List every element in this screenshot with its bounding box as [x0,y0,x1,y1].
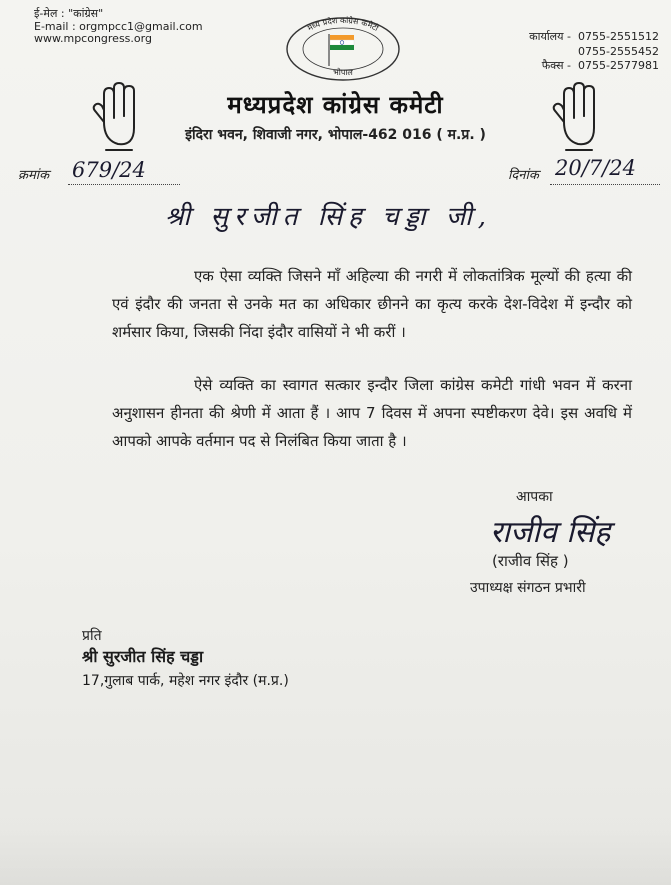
office-phone-1: 0755-2551512 [578,30,659,43]
reference-number: 679/24 [72,158,146,182]
party-seal-icon [285,16,401,82]
letterhead-contact-left [34,8,203,46]
body-paragraph-1: एक ऐसा व्यक्ति जिसने माँ अहिल्या की नगरी में लोकतांत्रिक मूल्यों की हत्या की एवं इंदौर की जनता से उनके मत का अधिकार छीनने का कृत्य करके देश-विदेश में इन्दौर को शर्मसार किया, जिसकी निंदा इंदौर वासियों ने भी करीं । [112,267,632,341]
recipient-label: प्रति [82,628,102,644]
reference-dotted-line [68,184,180,185]
salutation: श्री सुरजीत सिंह चड्डा जी, [165,202,492,232]
fax-label: फैक्स - [541,59,571,72]
office-label: कार्यालय - [529,30,571,43]
email-address: E-mail : orgmpcc1@gmail.com [34,19,203,33]
seal-bottom-text: भोपाल [333,68,353,77]
signature: राजीव सिंह [490,515,611,550]
paper-shadow [0,825,671,885]
recipient-name: श्री सुरजीत सिंह चड्डा [82,647,204,666]
date-value: 20/7/24 [555,156,636,180]
date-dotted-line [550,184,660,185]
date-label: दिनांक [508,168,539,183]
email-hindi-label: ई-मेल : "कांग्रेस" [34,7,104,20]
office-phone-2: 0755-2555452 [578,44,659,58]
svg-text:मध्य प्रदेश कांग्रेस कमेटी [306,16,381,33]
recipient-address: 17,गुलाब पार्क, महेश नगर इंदौर (म.प्र.) [82,673,289,689]
reference-label: क्रमांक [18,168,50,183]
organization-address: इंदिरा भवन, शिवाजी नगर, भोपाल-462 016 ( म.प्र. ) [185,127,486,143]
flag-icon [329,34,354,66]
website: www.mpcongress.org [34,32,152,45]
closing: आपका [516,489,553,505]
seal-top-text: मध्य प्रदेश कांग्रेस कमेटी [306,16,380,33]
organization-name: मध्यप्रदेश कांग्रेस कमेटी [227,90,444,119]
fax-number: 0755-2577981 [578,59,659,72]
letterhead-contact-right [511,30,659,74]
signer-name: (राजीव सिंह ) [492,552,569,570]
body-paragraph-2: ऐसे व्यक्ति का स्वागत सत्कार इन्दौर जिला कांग्रेस कमेटी गांधी भवन में करना अनुशासन हीनता की श्रेणी में आता हैं । आप 7 दिवस में अपना स्पष्टीकरण देवे। इस अवधि में आपको आपके वर्तमान पद से निलंबित किया जाता है । [112,376,632,450]
signer-designation: उपाध्यक्ष संगठन प्रभारी [470,580,586,596]
